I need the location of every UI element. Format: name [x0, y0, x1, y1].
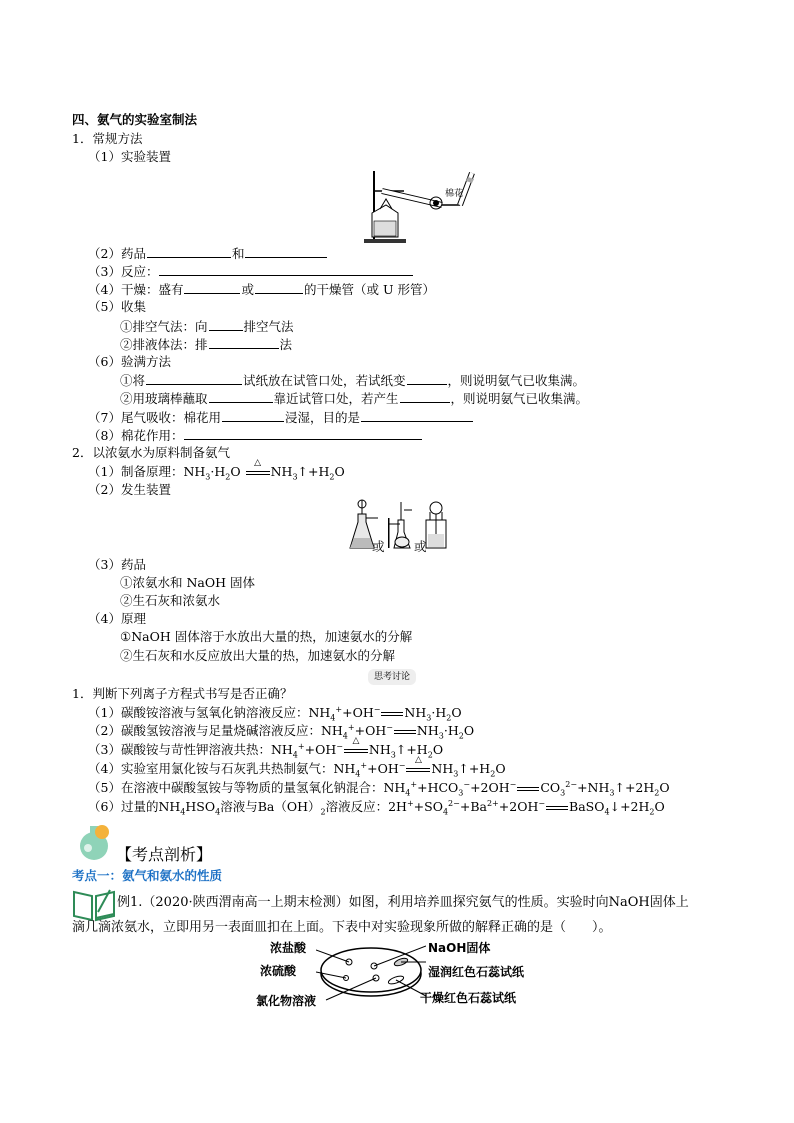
- eq3-text: （3）碳酸铵与苛性钾溶液共热：NH: [88, 742, 293, 757]
- cotton-label: 棉花: [445, 189, 464, 199]
- judge-question: 1．判断下列离子方程式书写是否正确？: [72, 686, 293, 701]
- eq4-minus: −: [398, 760, 406, 770]
- eq6-minus: −: [538, 798, 546, 808]
- eq6-ba-charge: 2+: [486, 798, 499, 808]
- eq6-so4: 4: [442, 807, 449, 817]
- check1-blank-1: [146, 372, 242, 385]
- eq2-text: （2）碳酸氢铵溶液与足量烧碱溶液反应：NH: [88, 723, 343, 738]
- eq6-end: ↓+2H: [609, 799, 650, 814]
- think-discuss-badge: [368, 669, 416, 685]
- eq6-hso: HSO: [185, 799, 216, 814]
- drying-label: （4）干燥：盛有: [88, 282, 184, 297]
- analysis-title: 【考点剖析】: [116, 845, 213, 864]
- example-line-1: [117, 895, 689, 911]
- label-conc-h2so4: 浓硫酸: [260, 964, 297, 978]
- check2-c: ，则说明氨气已收集满。: [450, 391, 589, 406]
- eq5-hco: +HCO: [417, 780, 459, 795]
- tail-gas-purpose: 浸湿，目的是: [284, 410, 360, 425]
- reaction-line: [88, 263, 414, 280]
- eq-item-1: [88, 705, 462, 721]
- example-text-1: （2020·陕西渭南高一上期末检测）如图，利用培养皿探究氨气的性质。实验时向NaOH固体上: [142, 895, 689, 910]
- check1-c: ，则说明氨气已收集满。: [447, 373, 586, 388]
- eq1-oh: +OH: [342, 705, 374, 720]
- eq-item-6: [88, 799, 665, 815]
- reaction-label: （3）反应：: [88, 264, 159, 279]
- drying-blank-1: [184, 281, 240, 294]
- eq2-dot: ·H: [443, 723, 459, 738]
- apparatus-heading: （1）实验装置: [88, 149, 171, 164]
- eq5-up: ↑+2H: [614, 780, 655, 795]
- eq5-minus: −: [463, 779, 471, 789]
- eq2-minus: −: [386, 722, 393, 732]
- check1-b: 试纸放在试管口处，若试纸变: [243, 373, 406, 388]
- principle-heading: （4）原理: [88, 611, 146, 626]
- eq4-sub: 4: [355, 769, 361, 779]
- eq5-sub: 4: [405, 788, 411, 798]
- eq3-up: ↑+H: [395, 742, 428, 757]
- full-check-1: [120, 372, 585, 389]
- eq3-sub: 4: [292, 750, 298, 760]
- or-label-2: 或: [414, 539, 427, 554]
- eq4-2: 2: [490, 769, 496, 779]
- method-1-heading: 1．常规方法: [72, 131, 143, 146]
- drying-tube-text: 的干燥管（或 U 形管）: [303, 282, 435, 297]
- eq6-plus: +: [406, 798, 414, 808]
- eq2-oh: +OH: [354, 723, 387, 738]
- eq1-2: 2: [446, 713, 452, 723]
- label-conc-hcl: 浓盐酸: [270, 941, 307, 955]
- principle-1: ①NaOH 固体溶于水放出大量的热，加速氨水的分解: [120, 629, 413, 644]
- method-2-heading: 2．以浓氨水为原料制备氨气: [72, 445, 230, 460]
- eq6-so4-charge: 2−: [448, 798, 460, 808]
- label-naoh-solid: NaOH固体: [428, 941, 491, 955]
- example-label: 例1.: [117, 895, 143, 910]
- eq5-nh: +NH: [577, 780, 610, 795]
- eq2-o: O: [463, 723, 475, 738]
- air-displacement-label: ①排空气法：向: [120, 319, 208, 334]
- heat-arrow: [245, 458, 271, 480]
- eq3-minus: −: [336, 741, 343, 751]
- air-displacement-line: [120, 318, 294, 335]
- key-point-1: 考点一：氨气和氨水的性质: [72, 868, 223, 883]
- eq6-baso: BaSO: [569, 799, 605, 814]
- eq5-2: 2: [654, 788, 660, 798]
- eq1-3: 3: [426, 713, 432, 723]
- eq5-co3: 3: [560, 788, 566, 798]
- eq5-text: （5）在溶液中碳酸氢铵与等物质的量氢氧化钠混合：NH: [88, 780, 406, 795]
- think-discuss-label: 思考讨论: [368, 669, 416, 685]
- drying-blank-2: [255, 281, 303, 294]
- check2-blank-1: [209, 390, 273, 403]
- eq5-o: O: [659, 780, 670, 795]
- reagent-option-2: ②生石灰和浓氨水: [120, 593, 221, 608]
- example-line-2: 滴几滴浓氨水，立即用另一表面皿扣在上面。下表中对实验现象所做的解释正确的是（ ）。: [72, 920, 612, 935]
- check2-blank-2: [400, 390, 450, 403]
- eq5-co3-charge: 2−: [565, 779, 578, 789]
- eq5-minus2: −: [509, 779, 517, 789]
- liquid-displacement-line: [120, 336, 292, 353]
- eq6-ba-ion: +Ba: [459, 799, 487, 814]
- eq-item-4: [88, 755, 506, 779]
- eq6-sub4: 4: [215, 807, 221, 817]
- reagents-label: （2）药品: [88, 246, 146, 261]
- eq-part-e: O: [230, 464, 241, 479]
- label-wet-litmus: 湿润红色石蕊试纸: [428, 965, 525, 979]
- petri-dish-figure: [316, 942, 426, 1002]
- eq6-sub: 4: [180, 807, 186, 817]
- section-title: 四、氨气的实验室制法: [72, 112, 198, 127]
- eq6-baso4: 4: [604, 807, 610, 817]
- eq-item-2: [88, 723, 474, 739]
- or-label-1: 或: [372, 539, 385, 554]
- full-check-heading: （6）验满方法: [88, 354, 171, 369]
- eq4-text: （4）实验室用氯化铵与石灰乳共热制氨气：NH: [88, 761, 356, 776]
- eq3-2: 2: [427, 750, 433, 760]
- eq-part-a: （1）制备原理：NH: [88, 464, 206, 479]
- eq4-delta: △: [414, 755, 422, 765]
- principle-2: ②生石灰和水反应放出大量的热，加速氨水的分解: [120, 648, 396, 663]
- reagents-heading-2: （3）药品: [88, 557, 146, 572]
- generator-figures: [344, 498, 472, 550]
- eq-sub-g: 3: [292, 472, 298, 482]
- tail-gas-blank-1: [222, 409, 284, 422]
- eq3-o: O: [432, 742, 444, 757]
- check2-b: 靠近试管口处，若产生: [273, 391, 399, 406]
- eq-part-f: NH: [270, 464, 293, 479]
- eq4-3: 3: [453, 769, 459, 779]
- eq4-o: O: [495, 761, 506, 776]
- eq2-2: 2: [458, 731, 464, 741]
- eq6-2oh: +2OH: [498, 799, 539, 814]
- full-check-2: [120, 390, 588, 407]
- eq6-ba: 溶液与Ba（OH）: [220, 799, 321, 814]
- eq-sub-i: 2: [329, 472, 335, 482]
- eq-item-3: [88, 736, 444, 760]
- eq5-3: 3: [458, 788, 464, 798]
- eq4-sup: +: [360, 760, 368, 770]
- reaction-blank: [159, 263, 413, 276]
- reagent-option-1: ①浓氨水和 NaOH 固体: [120, 575, 255, 590]
- book-icon: [72, 886, 116, 922]
- label-dry-litmus: 干燥红色石蕊试纸: [420, 991, 517, 1005]
- eq4-nh: NH: [431, 761, 454, 776]
- eq6-o: O: [654, 799, 665, 814]
- tail-gas-line: [88, 409, 474, 426]
- eq4-up: ↑+H: [458, 761, 491, 776]
- eq3-oh: +OH: [304, 742, 337, 757]
- eq2-nh: NH: [416, 723, 439, 738]
- drying-line: [88, 281, 435, 298]
- collection-heading: （5）收集: [88, 299, 146, 314]
- eq1-sub: 4: [330, 713, 336, 723]
- cotton-role-line: [88, 427, 423, 444]
- eq4-oh: +OH: [367, 761, 399, 776]
- eq6-so: +SO: [413, 799, 443, 814]
- generator-heading: （2）发生装置: [88, 482, 171, 497]
- eq1-nh: NH: [404, 705, 427, 720]
- eq-part-c: ·H: [210, 464, 226, 479]
- eq-part-h: ↑+H: [297, 464, 330, 479]
- reagent-blank-2: [245, 245, 327, 258]
- cotton-role-label: （8）棉花作用：: [88, 428, 184, 443]
- eq1-text: （1）碳酸铵溶液与氢氧化钠溶液反应：NH: [88, 705, 331, 720]
- eq-part-j: O: [334, 464, 345, 479]
- eq-sub-a: 3: [205, 472, 211, 482]
- reagents-line: [88, 245, 328, 262]
- check2-a: ②用玻璃棒蘸取: [120, 391, 208, 406]
- eq5-co: CO: [540, 780, 561, 795]
- eq1-o: O: [451, 705, 462, 720]
- eq-sub-d: 2: [225, 472, 231, 482]
- eq-item-5: [88, 780, 670, 796]
- check1-a: ①将: [120, 373, 146, 388]
- and-label: 和: [231, 246, 245, 261]
- apparatus-figure: [360, 165, 492, 245]
- tail-gas-label: （7）尾气吸收：棉花用: [88, 410, 221, 425]
- eq3-delta: △: [352, 736, 360, 746]
- eq6-text: （6）过量的NH: [88, 799, 181, 814]
- eq1-minus: −: [373, 704, 381, 714]
- air-blank: [209, 318, 243, 331]
- eq6-2h: 溶液反应：2H: [325, 799, 407, 814]
- eq1-dot: ·H: [431, 705, 447, 720]
- or-label: 或: [241, 282, 254, 297]
- liquid-blank: [209, 336, 279, 349]
- label-chloride-solution: 氯化物溶液: [256, 994, 317, 1008]
- air-displacement-tail: 排空气法: [243, 319, 294, 334]
- tail-gas-blank-2: [361, 409, 473, 422]
- reagent-blank-1: [147, 245, 231, 258]
- liquid-displacement-label: ②排液体法：排: [120, 337, 208, 352]
- liquid-displacement-tail: 法: [279, 337, 293, 352]
- eq2-sub: 4: [342, 731, 348, 741]
- flask-icon: [74, 822, 114, 862]
- cotton-role-blank: [184, 427, 422, 440]
- eq3-3: 3: [390, 750, 396, 760]
- preparation-principle: [88, 458, 345, 482]
- eq2-sup: +: [347, 722, 355, 732]
- eq5-sup: +: [410, 779, 418, 789]
- delta-symbol: △: [254, 458, 262, 468]
- eq2-3: 3: [438, 731, 444, 741]
- eq6-h2: 2: [649, 807, 655, 817]
- eq3-sup: +: [297, 741, 305, 751]
- eq3-nh: NH: [368, 742, 391, 757]
- eq1-sup: +: [335, 704, 343, 714]
- eq5-2oh: +2OH: [470, 780, 510, 795]
- eq5-nh3: 3: [609, 788, 615, 798]
- check1-blank-2: [407, 372, 447, 385]
- eq6-2: 2: [320, 807, 326, 817]
